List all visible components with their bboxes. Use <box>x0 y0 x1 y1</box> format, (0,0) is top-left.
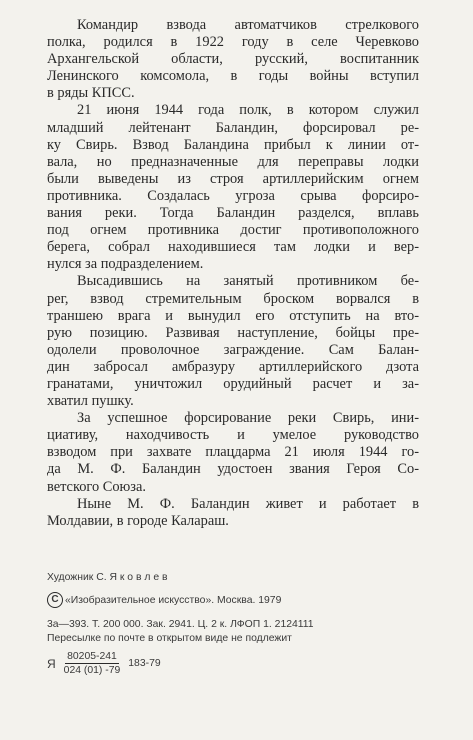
index-letter: Я <box>47 656 56 671</box>
text-line: берега, собрал находившиеся там лодки и вер- <box>47 239 419 256</box>
print-details: 3а—393. Т. 200 000. Зак. 2941. Ц. 2 к. ЛФОП 1. 2124111 <box>47 619 314 630</box>
text-line: рую позицию. Развивая наступление, бойцы пре- <box>47 324 419 341</box>
index-fraction <box>62 651 123 676</box>
mailing-notice: Пересылке по почте в открытом виде не подлежит <box>47 633 292 644</box>
artist-credit: Художник С. Я к о в л е в <box>47 572 168 583</box>
text-line: противника. Создалась угроза срыва форсиро- <box>47 187 419 204</box>
index-suffix: 183-79 <box>128 658 161 669</box>
text-line: Ленинского комсомола, в годы войны вступил <box>47 68 419 85</box>
publisher-text: «Изобразительное искусство». Москва. 1979 <box>65 594 282 606</box>
text-line: ку Свирь. Взвод Баландина прибыл к линии от- <box>47 136 419 153</box>
text-line: в ряды КПСС. <box>47 85 135 102</box>
text-line: Командир взвода автоматчиков стрелкового <box>77 17 419 33</box>
text-line: взводом при захвате плацдарма 21 июля 1944 го- <box>47 444 419 461</box>
text-line: Молдавии, в городе Калараш. <box>47 512 229 529</box>
text-line: вания реки. Тогда Баландин разделся, вплавь <box>47 205 419 222</box>
text-line: Архангельской области, русский, воспитанник <box>47 51 419 68</box>
catalog-index <box>47 651 161 676</box>
text-line: одолели проволочное заграждение. Сам Балан- <box>47 341 419 358</box>
text-line: гранатами, уничтожил орудийный расчет и за- <box>47 375 419 392</box>
copyright-icon: C <box>47 592 63 608</box>
text-line: циативу, находчивость и умелое руководство <box>47 427 419 444</box>
body-text <box>47 17 419 530</box>
text-line: Высадившись на занятый противником бе- <box>77 273 419 290</box>
index-denominator: 024 (01) -79 <box>63 665 121 676</box>
text-line: полка, родился в 1922 году в селе Черевково <box>47 34 419 51</box>
text-line: хватил пушку. <box>47 393 134 410</box>
text-line: рег, взвод стремительным броском ворвался в <box>47 290 419 307</box>
text-line: Ныне М. Ф. Баландин живет и работает в <box>77 495 419 512</box>
copyright-line <box>47 592 281 608</box>
text-line: были выведены из строя артиллерийским огнем <box>47 170 419 187</box>
index-numerator: 80205-241 <box>67 651 117 662</box>
text-line: дин забросал амбразуру артиллерийского дзота <box>47 358 419 375</box>
text-line: под огнем противника достиг противоположного <box>47 222 419 239</box>
text-line: нулся за подразделением. <box>47 256 204 273</box>
text-line: ветского Союза. <box>47 478 146 495</box>
text-line: 21 июня 1944 года полк, в котором служил <box>77 102 419 119</box>
text-line: За успешное форсирование реки Свирь, ини- <box>77 410 419 427</box>
text-line: да М. Ф. Баландин удостоен звания Героя Со- <box>47 461 419 478</box>
text-line: вала, но предназначенные для переправы лодки <box>47 153 419 170</box>
text-line: траншею врага и вынудил его отступить на вто- <box>47 307 419 324</box>
text-line: младший лейтенант Баландин, форсировал ре- <box>47 119 419 136</box>
